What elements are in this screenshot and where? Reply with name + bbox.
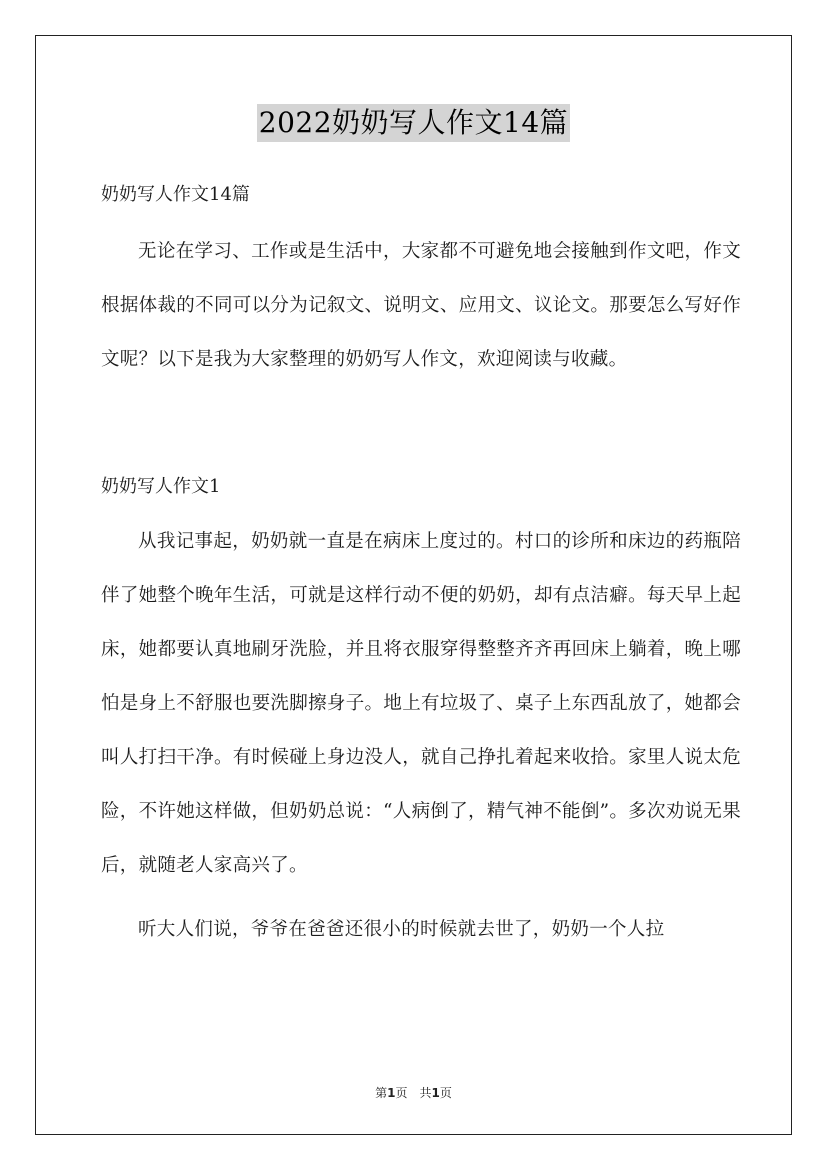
document-title: 2022奶奶写人作文14篇 [257, 104, 570, 142]
essay-heading: 奶奶写人作文1 [101, 476, 221, 497]
document-body [101, 175, 741, 957]
intro-section [101, 225, 741, 387]
page-total: 1 [431, 1086, 440, 1100]
intro-paragraph: 无论在学习、工作或是生活中，大家都不可避免地会接触到作文吧，作文根据体裁的不同可以分为记叙文、说明文、应用文、议论文。那要怎么写好作文呢？以下是我为大家整理的奶奶写人作文，欢迎阅读与收藏。 [101, 241, 741, 370]
page-label-mid: 页 共 [395, 1086, 432, 1100]
essay-paragraph: 从我记事起，奶奶就一直是在病床上度过的。村口的诊所和床边的药瓶陪伴了她整个晚年生活，可就是这样行动不便的奶奶，却有点洁癖。每天早上起床，她都要认真地刷牙洗脸，并且将衣服穿得整整齐齐再回床上躺着，晚上哪怕是身上不舒服也要洗脚擦身子。地上有垃圾了、桌子上东西乱放了，她都会叫人打扫干净。有时候碰上身边没人，就自己挣扎着起来收拾。家里人说太危险，不许她这样做，但奶奶总说：“人病倒了，精气神不能倒”。多次劝说无果后，就随老人家高兴了。 [101, 531, 741, 876]
page-current: 1 [387, 1086, 396, 1100]
title-container [0, 104, 827, 142]
essay-paragraph: 听大人们说，爷爷在爸爸还很小的时候就去世了，奶奶一个人拉 [138, 919, 665, 940]
essay-content [101, 515, 741, 957]
page-label-suffix: 页 [439, 1086, 452, 1100]
section-spacer [101, 387, 741, 467]
page-footer [0, 1084, 827, 1101]
document-subtitle: 奶奶写人作文14篇 [101, 184, 250, 205]
page-label-prefix: 第 [375, 1086, 388, 1100]
essay-section [101, 467, 741, 957]
